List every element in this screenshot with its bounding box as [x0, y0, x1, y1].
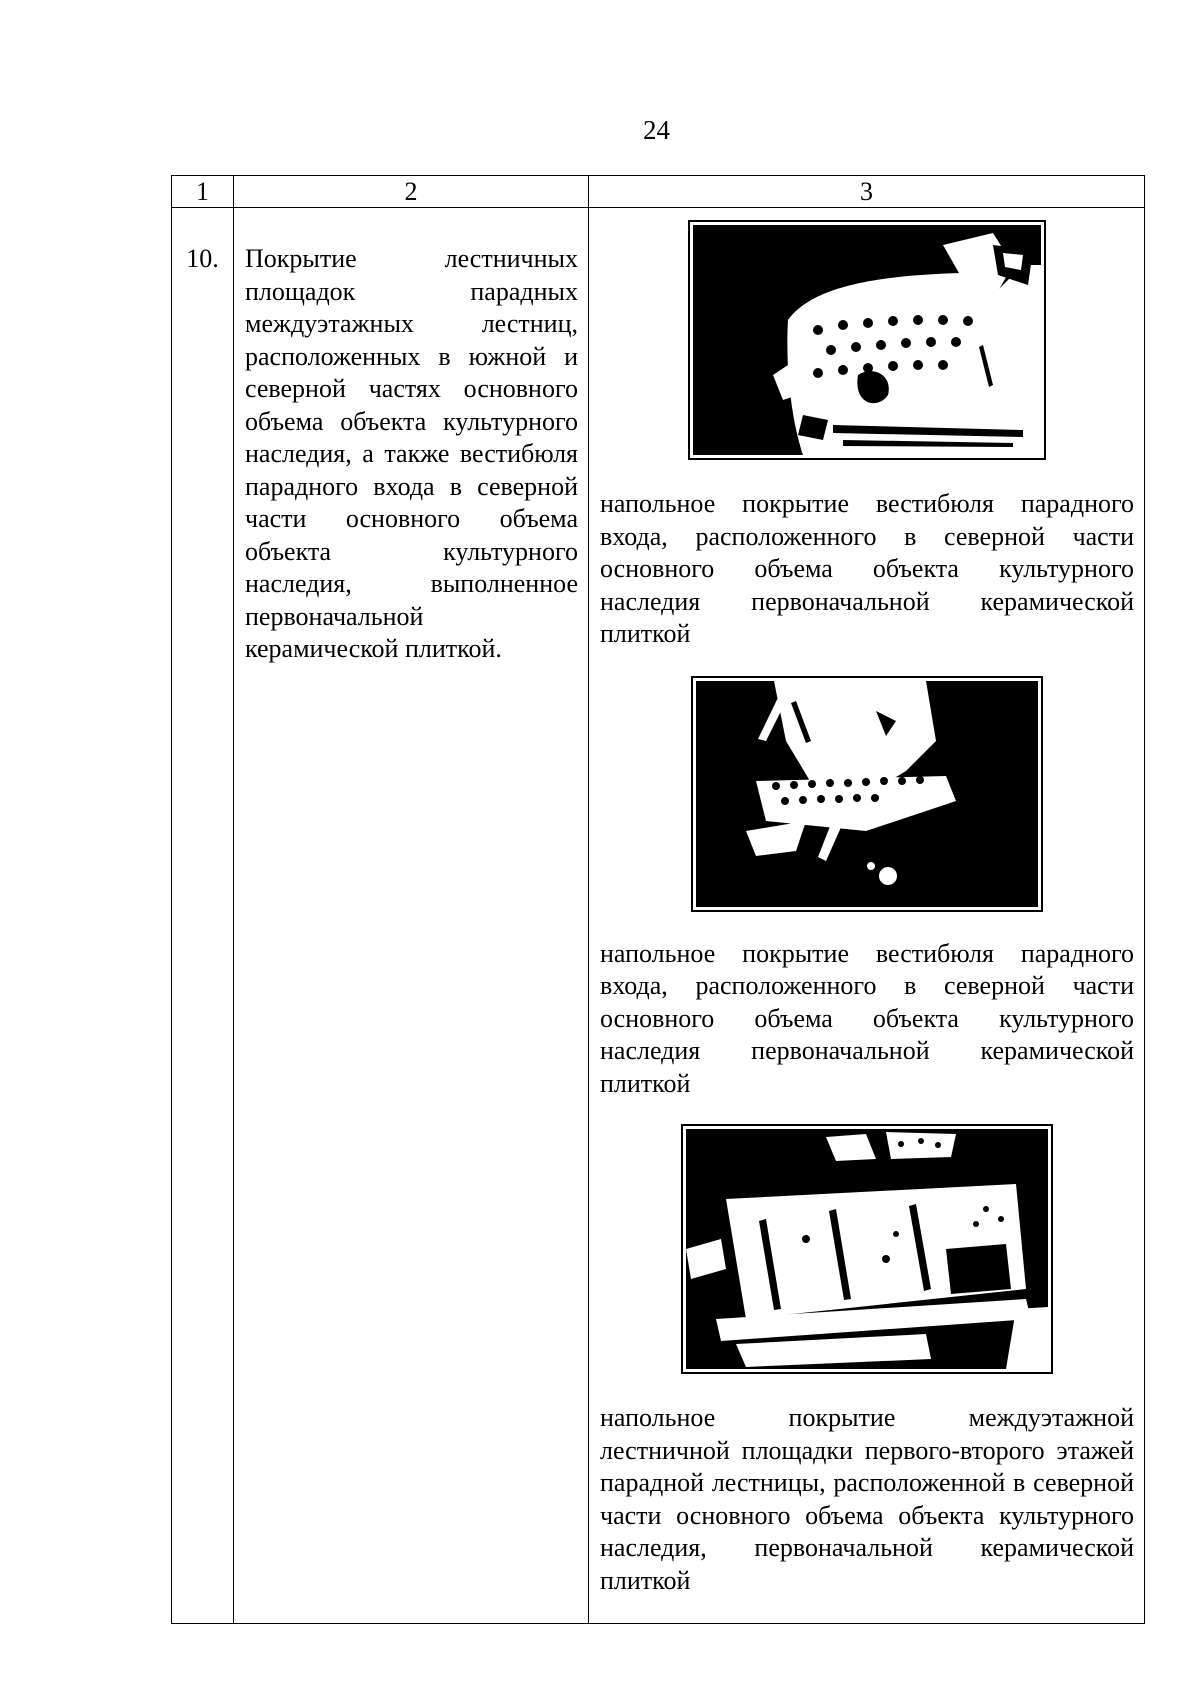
photo-2-image	[696, 681, 1038, 907]
photo-caption-1: напольное покрытие вестибюля парадного входа, расположенного в северной части основного объема объекта культурного наследия первоначальной керамической плиткой	[600, 489, 1134, 648]
table-header-row	[172, 176, 1145, 208]
photo-caption-3: напольное покрытие междуэтажной лестничной площадки первого-второго этажей парадной лестницы, расположенной в северной части основного объема объекта культурного наследия, первоначальной керамической плиткой	[600, 1403, 1134, 1595]
header-cell-2: 2	[234, 176, 589, 208]
photo-block-3	[600, 1124, 1134, 1374]
photo-3	[681, 1124, 1053, 1374]
table-row	[172, 208, 1145, 1624]
objects-table	[171, 175, 1145, 1624]
photo-block-2	[600, 676, 1134, 912]
photo-2	[691, 676, 1043, 912]
photo-block-1	[600, 220, 1134, 460]
row-photos	[589, 208, 1145, 1624]
header-cell-1: 1	[172, 176, 234, 208]
photo-3-image	[686, 1129, 1048, 1369]
row-description: Покрытие лестничных площадок парадных междуэтажных лестниц, расположенных в южной и северной частях основного объема объекта культурного наследия, а также вестибюля парадного входа в северной части основного объема объекта культурного наследия, выполненное первоначальной керамической плиткой.	[234, 208, 589, 1624]
photo-1-image	[693, 225, 1041, 455]
row-number: 10.	[172, 208, 234, 1624]
photo-caption-2: напольное покрытие вестибюля парадного входа, расположенного в северной части основного объема объекта культурного наследия первоначальной керамической плиткой	[600, 938, 1134, 1098]
photo-1	[688, 220, 1046, 460]
header-cell-3: 3	[589, 176, 1145, 208]
page-number: 24	[643, 115, 670, 145]
